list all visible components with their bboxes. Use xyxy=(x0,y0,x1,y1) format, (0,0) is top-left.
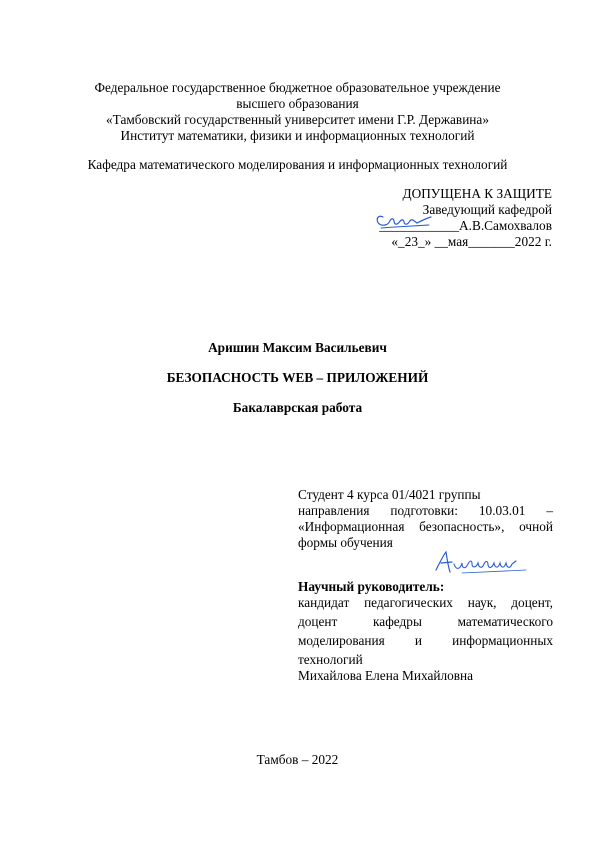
city-year: Тамбов – 2022 xyxy=(256,752,339,767)
word: «Информационная xyxy=(298,519,405,534)
word: и xyxy=(414,633,422,648)
advisor-line-4: технологий xyxy=(298,652,363,667)
advisor-heading: Научный руководитель: xyxy=(298,579,445,594)
word: направления xyxy=(298,503,370,518)
advisor-line-2 xyxy=(298,614,553,630)
advisor-line-3 xyxy=(298,633,553,649)
approval-role: Заведующий кафедрой xyxy=(422,202,552,217)
approval-date: «_23_» __мая_______2022 г. xyxy=(391,234,552,249)
work-type: Бакалаврская работа xyxy=(232,400,363,415)
advisor-info xyxy=(298,579,553,684)
approval-signature-row xyxy=(379,218,552,234)
word: 10.03.01 xyxy=(478,503,526,518)
approval-signature-line: ____________А.В.Самохвалов xyxy=(379,218,552,233)
header-line-3: «Тамбовский государственный университет имени Г.Р. Державина» xyxy=(106,112,489,127)
header-line-4: Институт математики, физики и информационных технологий xyxy=(120,128,475,143)
approval-block xyxy=(379,186,552,250)
word: наук, xyxy=(467,595,497,610)
word: – xyxy=(546,503,553,518)
student-info xyxy=(298,487,553,551)
word: кафедры xyxy=(373,614,422,629)
header-line-1: Федеральное государственное бюджетное образовательное учреждение xyxy=(94,80,501,95)
word: доцент, xyxy=(511,595,553,610)
student-signature xyxy=(432,548,530,578)
title-block xyxy=(40,340,555,430)
student-line-1: Студент 4 курса 01/4021 группы xyxy=(298,487,481,502)
word: информационных xyxy=(452,633,553,648)
approval-title: ДОПУЩЕНА К ЗАЩИТЕ xyxy=(402,186,552,201)
student-line-4: формы обучения xyxy=(298,535,393,550)
institution-header xyxy=(60,80,535,144)
advisor-name: Михайлова Елена Михайловна xyxy=(298,668,474,683)
head-signature xyxy=(373,209,435,233)
student-line-2 xyxy=(298,503,553,519)
author-name: Аришин Максим Васильевич xyxy=(208,340,387,355)
thesis-title: БЕЗОПАСНОСТЬ WEB – ПРИЛОЖЕНИЙ xyxy=(166,370,429,385)
word: математического xyxy=(457,614,553,629)
word: подготовки: xyxy=(390,503,458,518)
advisor-line-1 xyxy=(298,595,553,611)
word: очной xyxy=(519,519,553,534)
word: педагогических xyxy=(364,595,453,610)
word: безопасность», xyxy=(419,519,505,534)
word: доцент xyxy=(298,614,338,629)
word: кандидат xyxy=(298,595,350,610)
header-line-2: высшего образования xyxy=(236,96,359,111)
department-name: Кафедра математического моделирования и информационных технологий xyxy=(87,157,508,172)
word: моделирования xyxy=(298,633,385,648)
student-line-3 xyxy=(298,519,553,535)
